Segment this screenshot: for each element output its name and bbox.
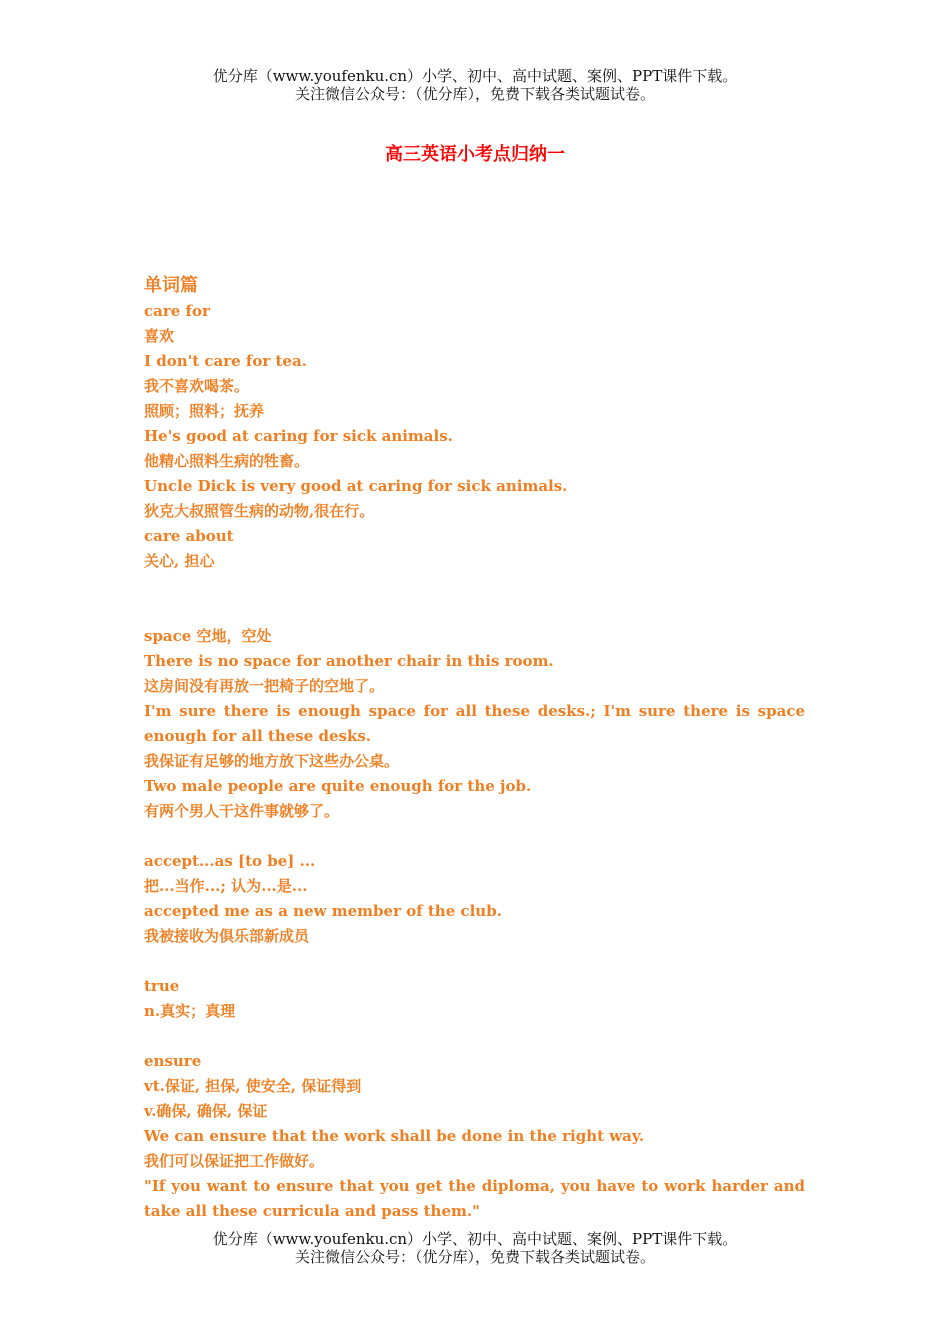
spacer bbox=[144, 949, 805, 974]
example-translation: 我不喜欢喝茶。 bbox=[144, 377, 250, 395]
meaning-true: n.真实；真理 bbox=[144, 1002, 236, 1020]
example-translation: 狄克大叔照管生病的动物,很在行。 bbox=[144, 502, 375, 520]
example-sentence: There is no space for another chair in this room. bbox=[144, 652, 554, 670]
example-sentence: He's good at caring for sick animals. bbox=[144, 427, 453, 445]
spacer bbox=[144, 824, 805, 849]
meaning-like: 喜欢 bbox=[144, 327, 175, 345]
meaning-take-care: 照顾；照料；抚养 bbox=[144, 402, 265, 420]
footer-line-2: 关注微信公众号：（优分库），免费下载各类试题试卷。 bbox=[294, 1248, 655, 1266]
page-footer bbox=[0, 1230, 950, 1266]
example-translation: 我保证有足够的地方放下这些办公桌。 bbox=[144, 752, 400, 770]
spacer bbox=[144, 1024, 805, 1049]
example-sentence: accepted me as a new member of the club. bbox=[144, 902, 502, 920]
page-header bbox=[0, 67, 950, 103]
header-line-1: 优分库（www.youfenku.cn）小学、初中、高中试题、案例、PPT课件下载。 bbox=[212, 67, 738, 85]
document-body bbox=[144, 273, 805, 1224]
meaning-accept: 把...当作...; 认为...是... bbox=[144, 877, 308, 895]
footer-line-1: 优分库（www.youfenku.cn）小学、初中、高中试题、案例、PPT课件下载。 bbox=[212, 1230, 738, 1248]
example-translation: 他精心照料生病的牲畜。 bbox=[144, 452, 310, 470]
term-accept: accept...as [to be] ... bbox=[144, 852, 316, 870]
example-sentence: I'm sure there is enough space for all these desks.; I'm sure there is space enough for all these desks. bbox=[144, 702, 805, 745]
meaning-ensure-vt: vt.保证, 担保, 使安全, 保证得到 bbox=[144, 1077, 362, 1095]
meaning-ensure-v: v.确保, 确保, 保证 bbox=[144, 1102, 268, 1120]
document-title: 高三英语小考点归纳一 bbox=[385, 144, 565, 165]
example-sentence: Two male people are quite enough for the job. bbox=[144, 777, 532, 795]
example-translation: 有两个男人干这件事就够了。 bbox=[144, 802, 340, 820]
example-translation: 这房间没有再放一把椅子的空地了。 bbox=[144, 677, 385, 695]
term-space: space 空地，空处 bbox=[144, 627, 272, 645]
term-ensure: ensure bbox=[144, 1052, 202, 1070]
term-true: true bbox=[144, 977, 180, 995]
example-translation: 我们可以保证把工作做好。 bbox=[144, 1152, 325, 1170]
term-care-for: care for bbox=[144, 302, 210, 320]
example-sentence: "If you want to ensure that you get the diploma, you have to work harder and take all these curricula and pass them." bbox=[144, 1177, 805, 1220]
header-line-2: 关注微信公众号：（优分库），免费下载各类试题试卷。 bbox=[294, 85, 655, 103]
meaning-care-about: 关心, 担心 bbox=[144, 552, 215, 570]
example-sentence: We can ensure that the work shall be done in the right way. bbox=[144, 1127, 645, 1145]
section-title: 单词篇 bbox=[144, 275, 198, 296]
spacer bbox=[144, 574, 805, 624]
example-sentence: Uncle Dick is very good at caring for sick animals. bbox=[144, 477, 568, 495]
term-care-about: care about bbox=[144, 527, 234, 545]
example-translation: 我被接收为俱乐部新成员 bbox=[144, 927, 310, 945]
example-sentence: I don't care for tea. bbox=[144, 352, 307, 370]
